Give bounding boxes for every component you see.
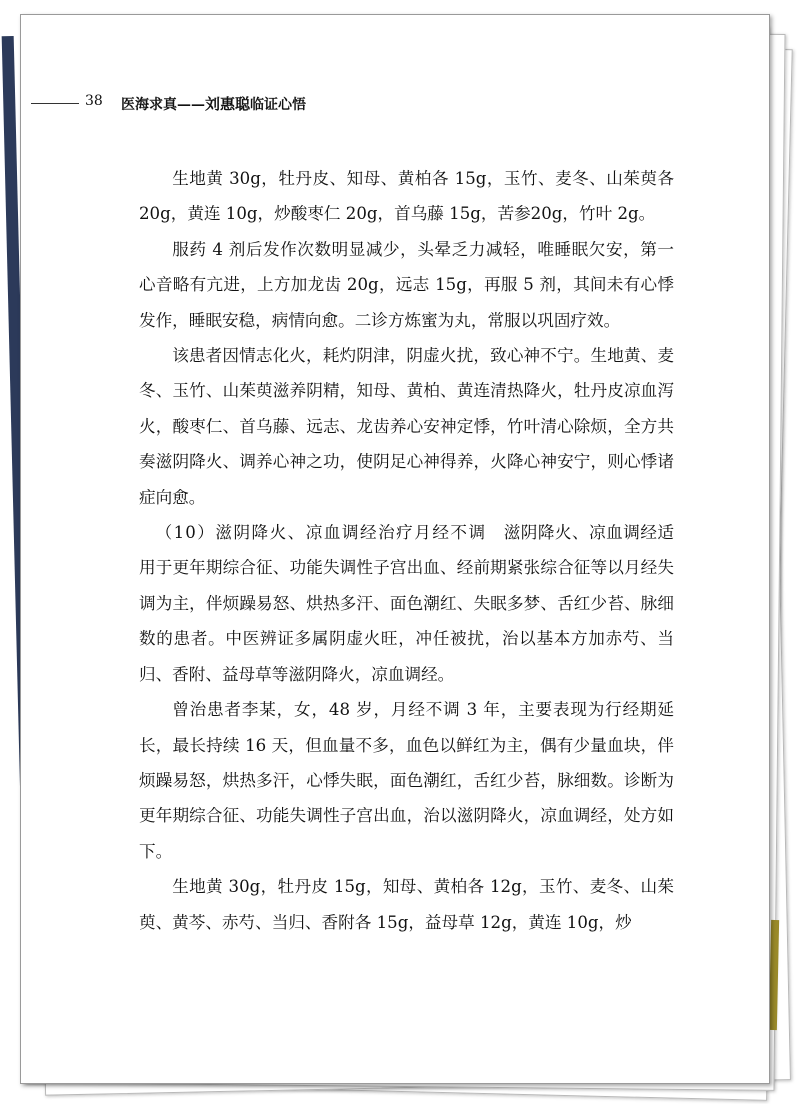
author-name: 刘惠聪 xyxy=(205,95,251,113)
paragraph-prescription-1: 生地黄 30g，牡丹皮、知母、黄柏各 15g，玉竹、麦冬、山茱萸各 20g，黄连 10g，炒酸枣仁 20g，首乌藤 15g，苦参20g，竹叶 2g。 xyxy=(139,169,674,224)
paragraph-section-10 xyxy=(139,515,674,692)
paragraph-followup: 服药 4 剂后发作次数明显减少，头晕乏力减轻，唯睡眠欠安，第一心音略有亢进，上方加龙齿 20g，远志 15g，再服 5 剂，其间未有心悸发作，睡眠安稳，病情向愈。二诊方炼蜜为丸，常服以巩固疗效。 xyxy=(139,239,674,330)
page-body xyxy=(139,161,674,940)
running-title xyxy=(121,93,306,114)
paragraph-case: 曾治患者李某，女，48 岁，月经不调 3 年，主要表现为行经期延长，最长持续 16 天，但血量不多，血色以鲜红为主，偶有少量血块，伴烦躁易怒，烘热多汗，心悸失眠，面色潮红，舌红少苔，脉细数。诊断为更年期综合征、功能失调性子宫出血，治以滋阴降火，凉血调经，处方如下。 xyxy=(139,700,674,861)
book-page xyxy=(20,14,770,1084)
page-header xyxy=(21,93,769,117)
section-text: 滋阴降火、凉血调经适用于更年期综合征、功能失调性子宫出血、经前期紧张综合征等以月经失调为主，伴烦躁易怒、烘热多汗、面色潮红、失眠多梦、舌红少苔、脉细数的患者。中医辨证多属阴虚火旺，冲任被扰，治以基本方加赤芍、当归、香附、益母草等滋阴降火，凉血调经。 xyxy=(139,523,675,684)
page-number: 38 xyxy=(85,93,103,109)
paragraph-analysis: 该患者因情志化火，耗灼阴津，阴虚火扰，致心神不宁。生地黄、麦冬、玉竹、山茱萸滋养阴精，知母、黄柏、黄连清热降火，牡丹皮凉血泻火，酸枣仁、首乌藤、远志、龙齿养心安神定悸，竹叶清心除烦，全方共奏滋阴降火、调养心神之功，使阴足心神得养，火降心神安宁，则心悸诸症向愈。 xyxy=(139,346,674,507)
book-title: 医海求真—— xyxy=(121,97,205,113)
paragraph-prescription-2: 生地黄 30g，牡丹皮 15g，知母、黄柏各 12g，玉竹、麦冬、山茱萸、黄芩、赤芍、当归、香附各 15g，益母草 12g，黄连 10g，炒 xyxy=(139,877,674,932)
header-rule xyxy=(31,103,79,104)
section-heading: （10）滋阴降火、凉血调经治疗月经不调 xyxy=(155,523,487,543)
book-subtitle: 临证心悟 xyxy=(250,97,307,113)
